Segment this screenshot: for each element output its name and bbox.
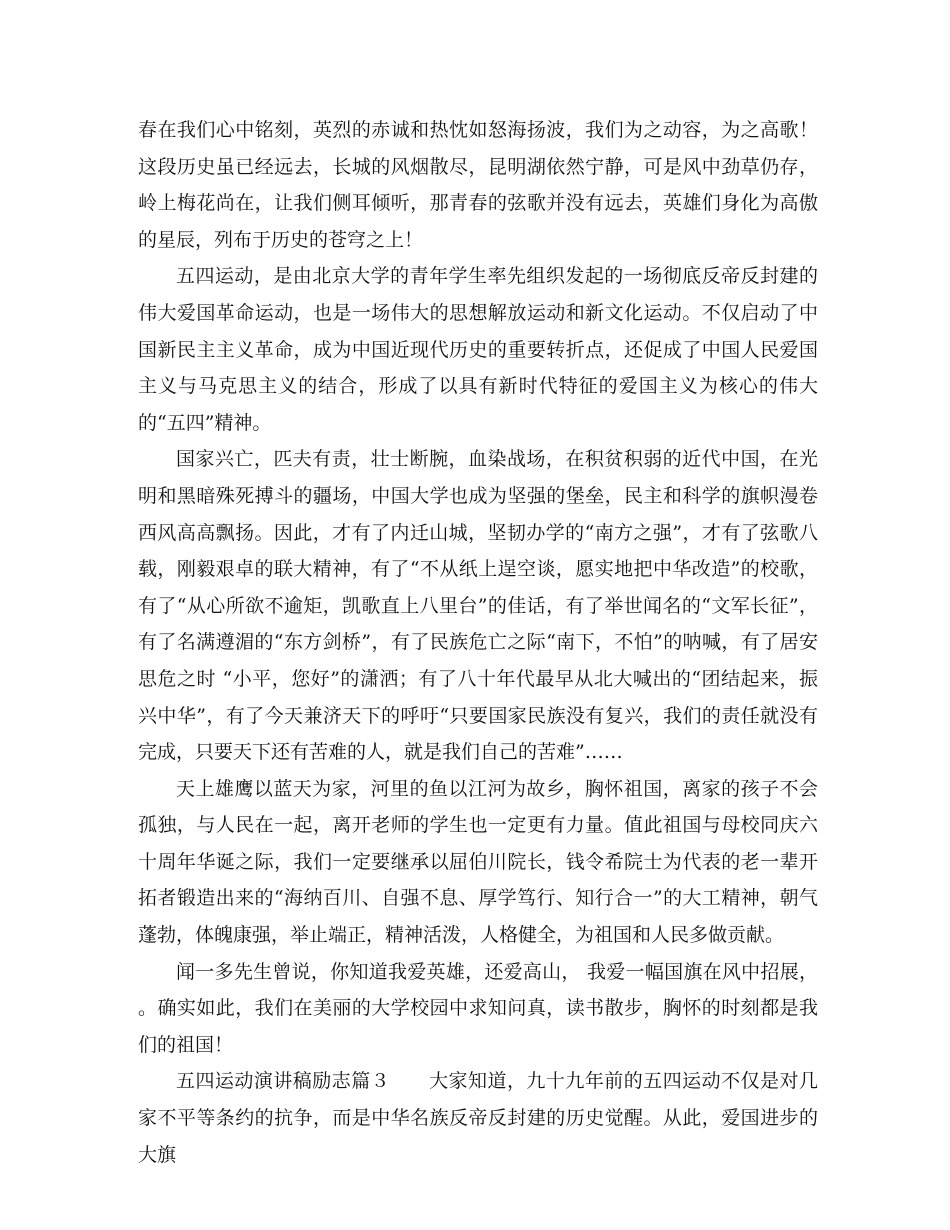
paragraph-3: 国家兴亡，匹夫有责，壮士断腕，血染战场，在积贫积弱的近代中国，在光明和黑暗殊死搏斗的疆场，中国大学也成为坚强的堡垒，民主和科学的旗帜漫卷西风高高飘扬。因此，才有了内迁山城，坚韧办学的“南方之强”，才有了弦歌八载，刚毅艰卓的联大精神，有了“不从纸上逞空谈，愿实地把中华改造”的校歌，有了“从心所欲不逾矩，凯歌直上八里台”的佳话，有了举世闻名的“文军长征”，有了名满遵湄的“东方剑桥”，有了民族危亡之际“南下，不怕”的呐喊，有了居安思危之时 “小平，您好”的潇洒；有了八十年代最早从北大喊出的“团结起来，振兴中华”，有了今天兼济天下的呼吁“只要国家民族没有复兴，我们的责任就没有完成，只要天下还有苦难的人，就是我们自己的苦难”…… (138, 448, 818, 764)
paragraph-4: 天上雄鹰以蓝天为家，河里的鱼以江河为故乡，胸怀祖国，离家的孩子不会孤独，与人民在一起，离开老师的学生也一定更有力量。值此祖国与母校同庆六十周年华诞之际，我们一定要继承以屈伯川院长，钱令希院士为代表的老一辈开拓者锻造出来的“海纳百川、自强不息、厚学笃行、知行合一”的大工精神，朝气蓬勃，体魄康强，举止端正，精神活泼，人格健全，为祖国和人民多做贡献。 (138, 777, 818, 947)
paragraph-5: 闻一多先生曾说，你知道我爱英雄，还爱高山， 我爱一幅国旗在风中招展， 。确实如此，我们在美丽的大学校园中求知问真，读书散步，胸怀的时刻都是我们的祖国！ (138, 960, 818, 1056)
paragraph-1: 春在我们心中铭刻，英烈的赤诚和热忱如怒海扬波，我们为之动容，为之高歌！这段历史虽已经远去，长城的风烟散尽，昆明湖依然宁静，可是风中劲草仍存，岭上梅花尚在，让我们侧耳倾听，那青春的弦歌并没有远去，英雄们身化为高傲的星辰，列布于历史的苍穹之上！ (138, 119, 818, 251)
paragraph-2: 五四运动，是由北京大学的青年学生率先组织发起的一场彻底反帝反封建的伟大爱国革命运动，也是一场伟大的思想解放运动和新文化运动。不仅启动了中国新民主主义革命，成为中国近现代历史的重要转折点，还促成了中国人民爱国主义与马克思主义的结合，形成了以具有新时代特征的爱国主义为核心的伟大的“五四”精神。 (138, 265, 818, 434)
document-body (138, 112, 818, 1173)
paragraph-6: 五四运动演讲稿励志篇３ 大家知道，九十九年前的五四运动不仅是对几家不平等条约的抗争，而是中华名族反帝反封建的历史觉醒。从此，爱国进步的大旗 (138, 1070, 818, 1166)
